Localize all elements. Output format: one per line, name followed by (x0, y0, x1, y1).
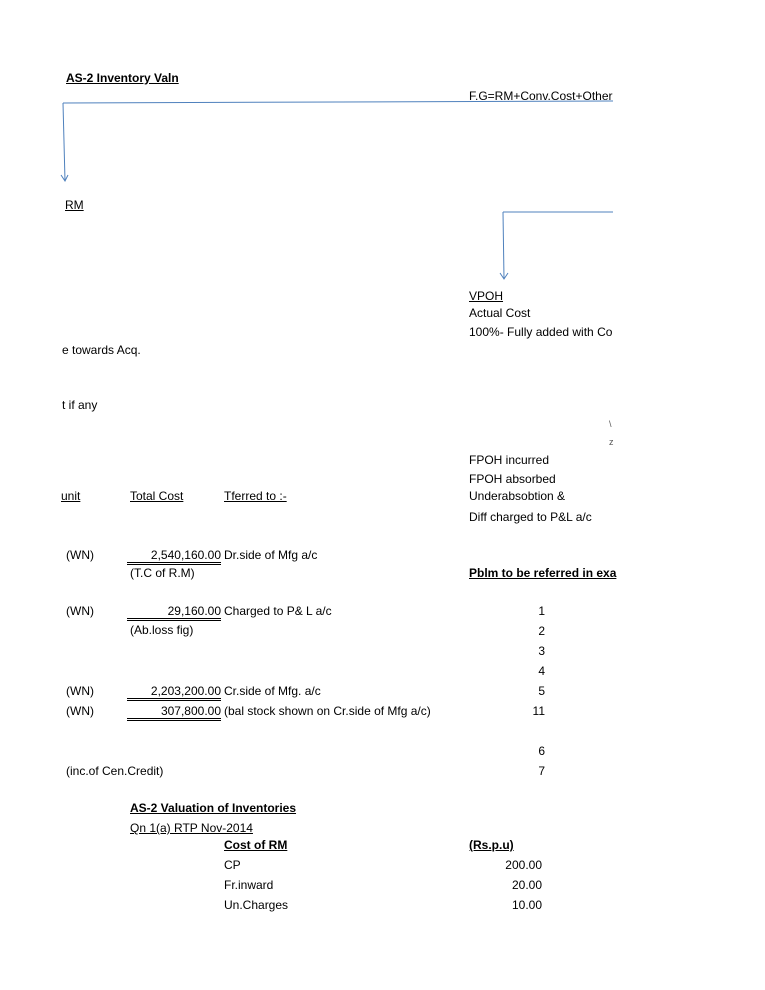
total-cost-amount: 29,160.00 (127, 604, 221, 621)
problem-number: 3 (538, 644, 545, 658)
problem-number: 4 (538, 664, 545, 678)
acquisition-note: e towards Acq. (62, 343, 141, 357)
problem-number: 2 (538, 624, 545, 638)
cost-of-rm-heading: Cost of RM (224, 838, 288, 852)
transfer-destination: Cr.side of Mfg. a/c (224, 684, 321, 698)
problem-number: 7 (538, 764, 545, 778)
rm-label: RM (65, 198, 84, 212)
diff-charged-text: Diff charged to P&L a/c (469, 510, 592, 524)
rm-down-arrow (63, 103, 65, 181)
stray-mark-1: \ (609, 419, 612, 429)
vpoh-down-arrow (503, 212, 504, 279)
problem-number: 5 (538, 684, 545, 698)
transferred-column-header: Tferred to :- (224, 489, 287, 503)
wn-label: (WN) (66, 548, 94, 562)
transfer-destination: Dr.side of Mfg a/c (224, 548, 318, 562)
underabsorption-text: Underabsobtion & (469, 489, 566, 503)
fpoh-absorbed-text: FPOH absorbed (469, 472, 556, 486)
unit-column-header: unit (61, 489, 81, 503)
fpoh-incurred-text: FPOH incurred (469, 453, 550, 467)
fully-added-text: 100%- Fully added with Co (469, 325, 613, 339)
total-cost-amount: 2,540,160.00 (127, 548, 221, 565)
total-cost-column-header: Total Cost (130, 489, 184, 503)
stray-mark-2: z (609, 437, 614, 447)
row-note: (T.C of R.M) (130, 566, 195, 580)
section-title: AS-2 Valuation of Inventories (130, 801, 297, 815)
question-reference: Qn 1(a) RTP Nov-2014 (130, 821, 253, 835)
cost-item-value: 10.00 (511, 898, 542, 912)
wn-label: (WN) (66, 704, 94, 718)
row-note: (Ab.loss fig) (130, 623, 194, 637)
rate-heading: (Rs.p.u) (469, 838, 514, 852)
cost-item-value: 200.00 (505, 858, 542, 872)
page-title: AS-2 Inventory Valn (66, 71, 179, 85)
problem-number: 1 (538, 604, 545, 618)
total-cost-amount: 307,800.00 (127, 704, 221, 721)
cost-item-label: Un.Charges (224, 898, 289, 912)
transfer-destination: (bal stock shown on Cr.side of Mfg a/c) (224, 704, 431, 718)
cenvat-credit-note: (inc.of Cen.Credit) (66, 764, 164, 778)
fg-formula: F.G=RM+Conv.Cost+Other (469, 89, 613, 103)
actual-cost-text: Actual Cost (469, 306, 531, 320)
transfer-destination: Charged to P& L a/c (224, 604, 332, 618)
wn-label: (WN) (66, 684, 94, 698)
problem-number: 6 (538, 744, 545, 758)
wn-label: (WN) (66, 604, 94, 618)
problem-reference-heading: Pblm to be referred in exa (469, 566, 617, 580)
problem-number: 11 (532, 704, 545, 718)
cost-item-label: CP (224, 858, 241, 872)
vpoh-heading: VPOH (469, 289, 504, 303)
cost-item-label: Fr.inward (224, 878, 274, 892)
if-any-note: t if any (62, 398, 98, 412)
cost-item-value: 20.00 (511, 878, 542, 892)
total-cost-amount: 2,203,200.00 (127, 684, 221, 701)
